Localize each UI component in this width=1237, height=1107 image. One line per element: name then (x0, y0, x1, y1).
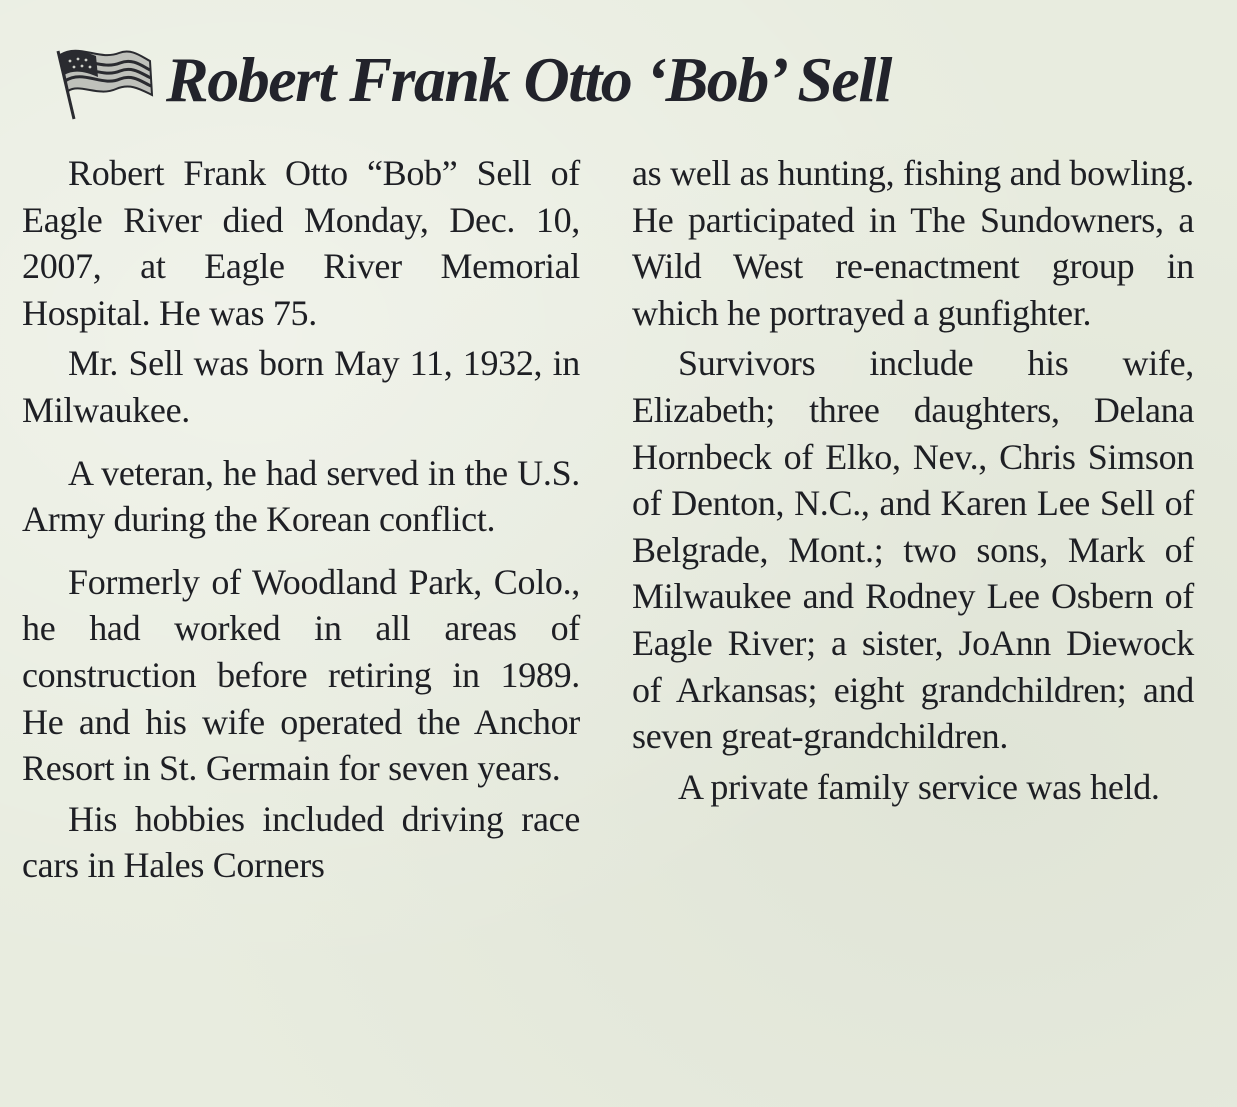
paragraph-hobbies-continued: as well as hunting, fishing and bowling. He participated in The Sundowners, a Wild West re-enactment group in which he portrayed a gunfighter. (632, 153, 1194, 333)
paragraph-service: A private family service was held. (678, 766, 1160, 807)
paragraph-birth: Mr. Sell was born May 11, 1932, in Milwaukee. (22, 343, 580, 430)
paragraph-career: Formerly of Woodland Park, Colo., he had worked in all areas of construction before retiring in 1989. He and his wife operated the Anchor Resort in St. Germain for seven years. (22, 561, 580, 789)
paragraph-hobbies: His hobbies included driving race cars in Hales Corners (22, 798, 580, 886)
paragraph-death-notice: Robert Frank Otto “Bob” Sell of Eagle River died Monday, Dec. 10, 2007, at Eagle River Memorial Hospital. He was 75. (22, 153, 580, 333)
paragraph-military-service: A veteran, he had served in the U.S. Army during the Korean conflict. (22, 452, 580, 540)
right-column (632, 150, 1194, 810)
paragraph-survivors: Survivors include his wife, Elizabeth; three daughters, Delana Hornbeck of Elko, Nev., Chris Simson of Denton, N.C., and Karen Lee Sell of Belgrade, Mont.; two sons, Mark of Milwaukee and Rodney Lee Osbern of Eagle River; a sister, JoAnn Diewock of Arkansas; eight grandchildren; and seven great-grandchildren. (632, 343, 1194, 757)
headline: Robert Frank Otto ‘Bob’ Sell (166, 44, 891, 115)
left-column (22, 150, 580, 889)
obituary-header (44, 30, 1204, 130)
american-flag-icon (44, 39, 156, 121)
